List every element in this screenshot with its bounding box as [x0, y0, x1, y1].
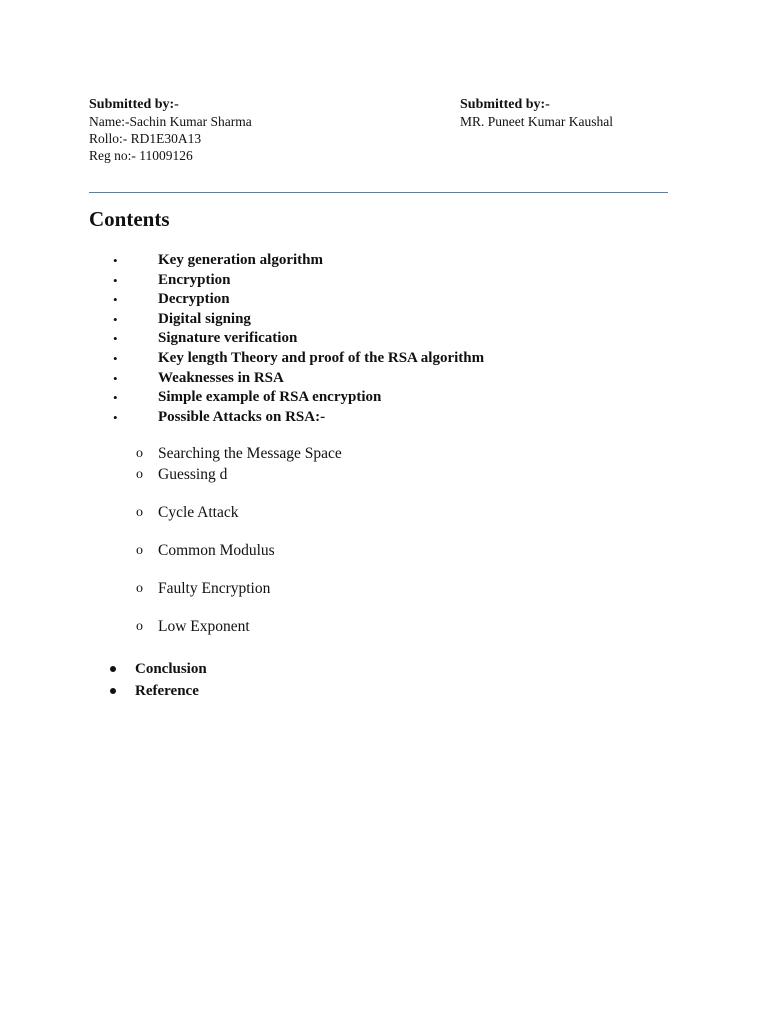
bullet-icon: • [113, 331, 118, 347]
toc-item-label: Key generation algorithm [158, 252, 323, 268]
bullet-icon: • [113, 272, 118, 288]
toc-item-label: Digital signing [158, 310, 251, 327]
bullet-icon: • [113, 390, 118, 406]
toc-item-label: Possible Attacks on RSA:- [158, 408, 326, 425]
bullet-icon: • [113, 409, 118, 425]
submitted-by-heading: Submitted by:- [460, 97, 550, 112]
contents-title: Contents [89, 207, 170, 231]
toc-subitem-label: Faulty Encryption [158, 580, 271, 597]
toc-subitem-label: Cycle Attack [158, 504, 239, 521]
circle-bullet-icon: o [136, 581, 143, 596]
bullet-icon: • [113, 370, 118, 386]
bullet-icon: • [113, 253, 118, 268]
student-name: Name:-Sachin Kumar Sharma [89, 114, 252, 129]
toc-item-label: Simple example of RSA encryption [158, 389, 382, 406]
supervisor-name: MR. Puneet Kumar Kaushal [460, 114, 613, 129]
student-roll-no: Rollo:- RD1E30A13 [89, 131, 202, 146]
filled-bullet-icon [110, 666, 116, 672]
submitted-by-heading: Submitted by:- [89, 97, 179, 112]
toc-item-label: Key length Theory and proof of the RSA algorithm [158, 349, 485, 366]
bullet-icon: • [113, 292, 118, 308]
circle-bullet-icon: o [136, 543, 143, 558]
circle-bullet-icon: o [136, 505, 143, 520]
toc-subitem-label: Low Exponent [158, 618, 250, 635]
filled-bullet-icon [110, 688, 116, 694]
circle-bullet-icon: o [136, 467, 143, 482]
toc-item-label: Signature verification [158, 330, 298, 347]
toc-subitem-label: Guessing d [158, 466, 228, 483]
toc-item-label: Reference [135, 683, 199, 699]
toc-item-label: Decryption [158, 291, 230, 308]
circle-bullet-icon: o [136, 619, 143, 634]
toc-item-label: Encryption [158, 271, 231, 288]
bullet-icon: • [113, 311, 118, 327]
toc-subitem-label: Common Modulus [158, 542, 275, 559]
student-reg-no: Reg no:- 11009126 [89, 148, 193, 163]
toc-subitem-label: Searching the Message Space [158, 445, 342, 462]
section-divider [89, 192, 668, 193]
submitted-by-supervisor [460, 96, 613, 130]
toc-item-label: Conclusion [135, 661, 207, 677]
toc-item-label: Weaknesses in RSA [158, 369, 284, 386]
bullet-icon: • [113, 350, 118, 366]
submitted-by-student [89, 96, 252, 164]
circle-bullet-icon: o [136, 446, 143, 461]
